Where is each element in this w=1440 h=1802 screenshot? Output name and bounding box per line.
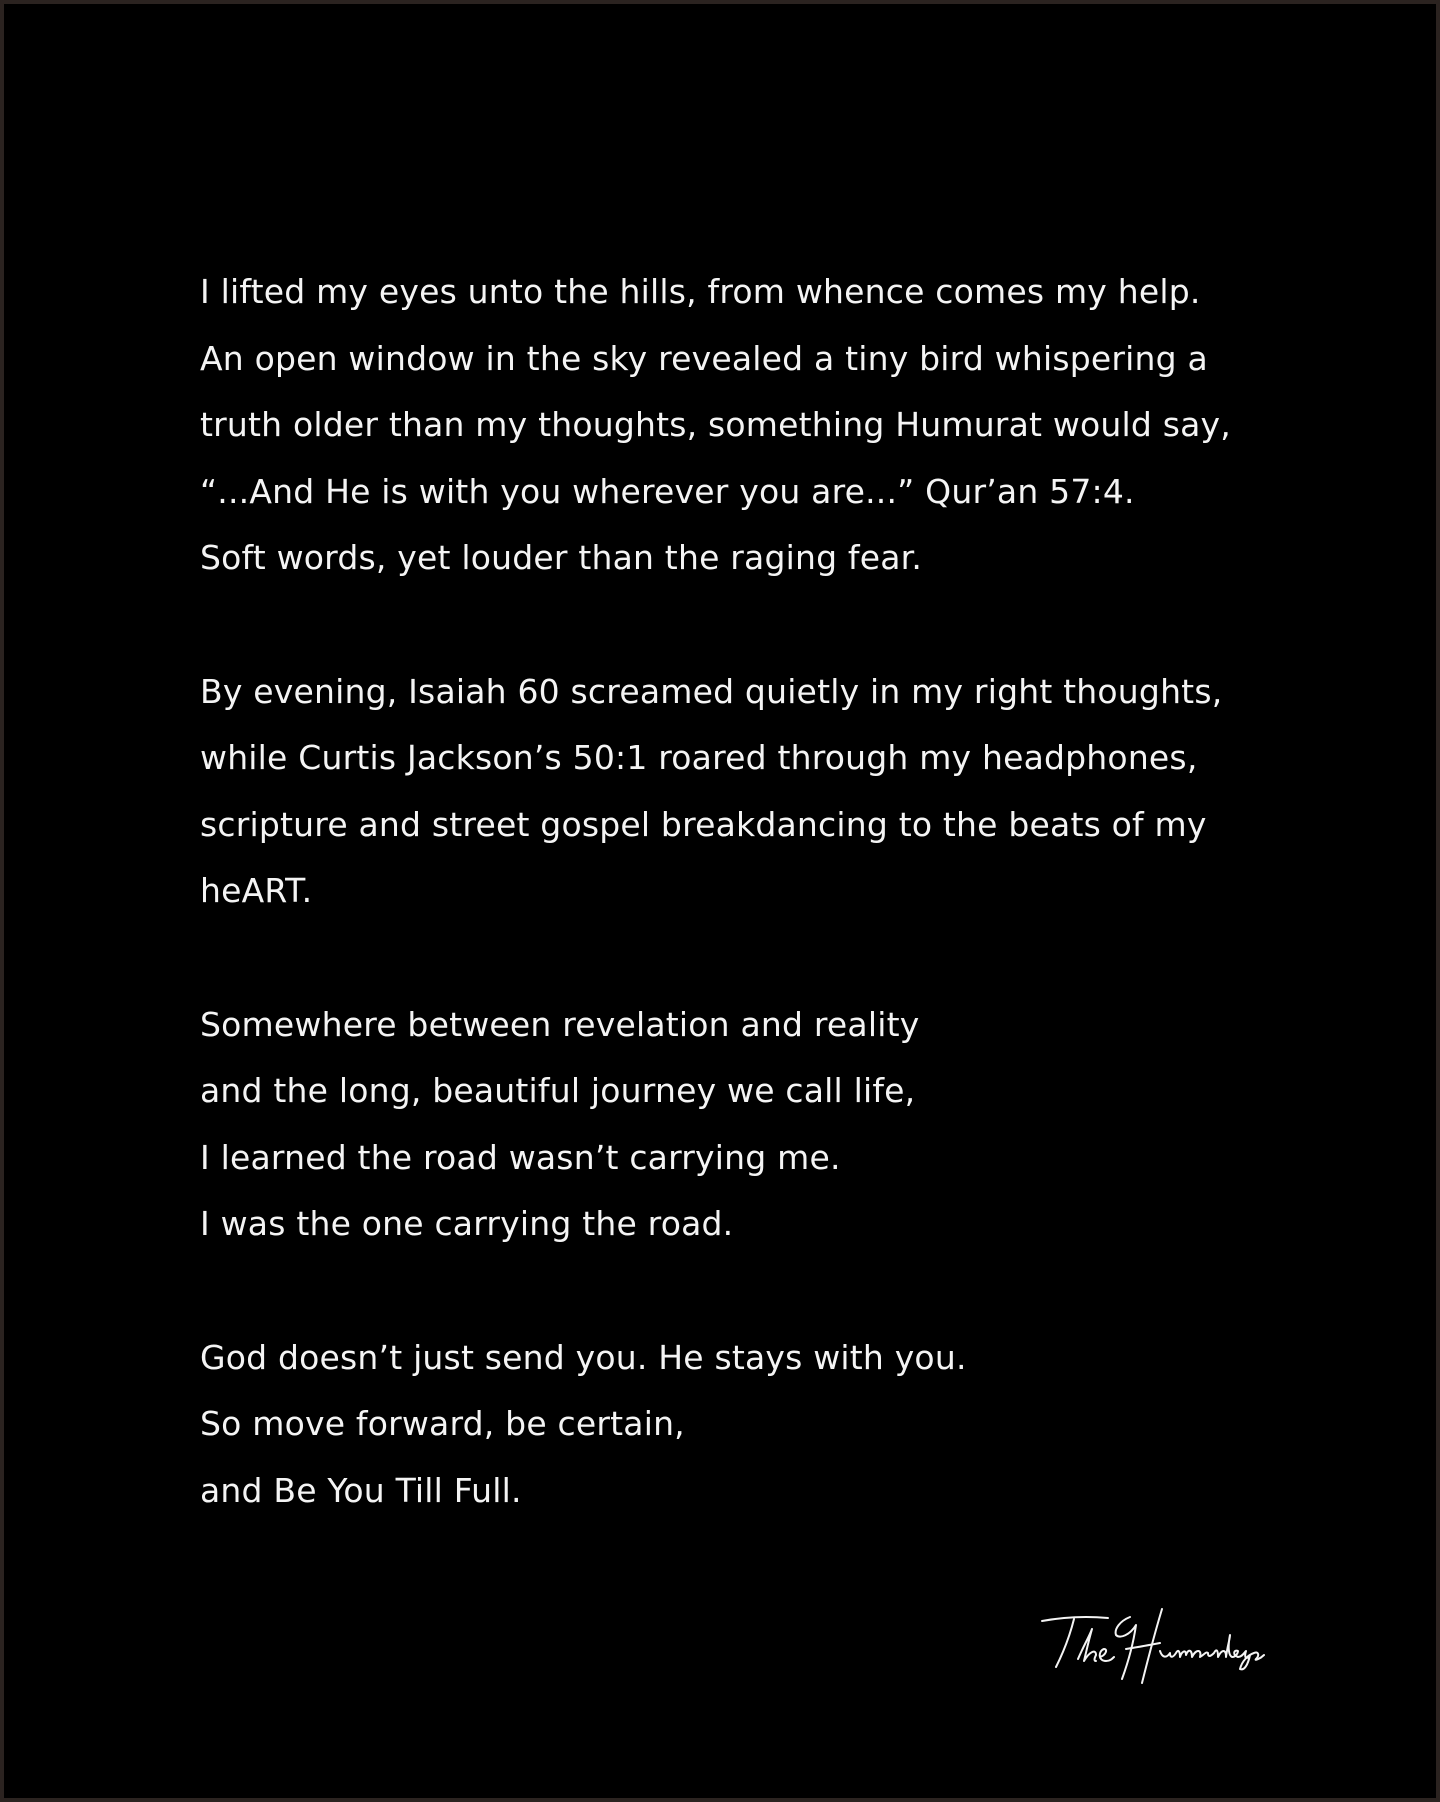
poem-line: By evening, Isaiah 60 screamed quietly in my right thoughts, [200, 671, 1223, 711]
stanza-2 [200, 659, 1350, 925]
signature [1034, 1599, 1274, 1689]
poem-line: I was the one carrying the road. [200, 1204, 734, 1244]
poem-line: and the long, beautiful journey we call life, [200, 1071, 916, 1111]
poem-line: Somewhere between revelation and reality [200, 1004, 920, 1044]
stanza-4 [200, 1325, 1350, 1525]
poem-line: Soft words, yet louder than the raging fear. [200, 538, 923, 578]
stanza-1 [200, 259, 1350, 592]
poem-line: An open window in the sky revealed a tiny bird whispering a [200, 338, 1208, 378]
poem-text [200, 259, 1350, 1524]
poem-line: while Curtis Jackson’s 50:1 roared through my headphones, [200, 738, 1198, 778]
poem-line: and Be You Till Full. [200, 1470, 522, 1510]
poem-line: I learned the road wasn’t carrying me. [200, 1137, 841, 1177]
stanza-3 [200, 992, 1350, 1258]
poem-line: So move forward, be certain, [200, 1404, 685, 1444]
signature-mark [1034, 1599, 1274, 1689]
poem-line: God doesn’t just send you. He stays with you. [200, 1337, 967, 1377]
poem-line: heART. [200, 871, 313, 911]
poem-line: truth older than my thoughts, something Humurat would say, [200, 405, 1231, 445]
poem-line: “...And He is with you wherever you are...” Qur’an 57:4. [200, 471, 1135, 511]
poem-line: scripture and street gospel breakdancing to the beats of my [200, 804, 1207, 844]
poem-line: I lifted my eyes unto the hills, from whence comes my help. [200, 272, 1201, 311]
